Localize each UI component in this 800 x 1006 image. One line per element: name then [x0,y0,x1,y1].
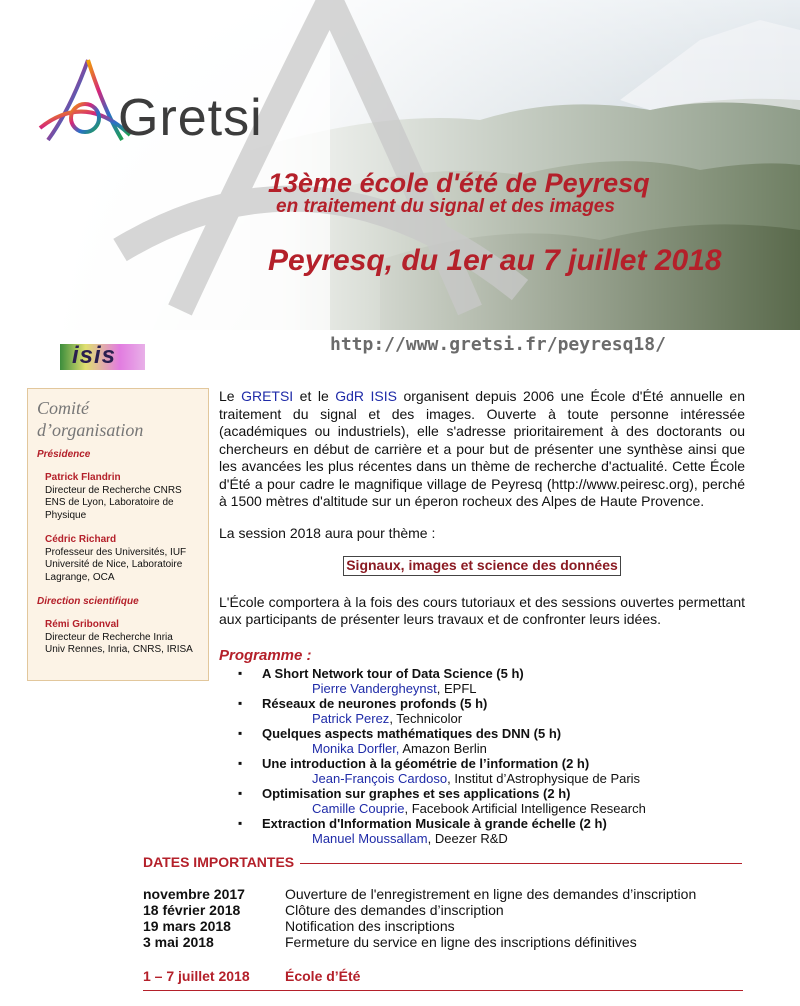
course-item: ▪ Extraction d'Information Musicale à grande échelle (2 h) Manuel Moussallam, Deezer R&D [238,816,758,846]
committee-member: Rémi Gribonval Directeur de Recherche Inria Univ Rennes, Inria, CNRS, IRISA [45,619,193,655]
header-banner [0,0,800,330]
course-item: ▪ Quelques aspects mathématiques des DNN (5 h) Monika Dorfler, Amazon Berlin [238,726,758,756]
presidence-label: Présidence [37,449,91,460]
theme-lead: La session 2018 aura pour thème : [219,524,436,541]
title-line-2: en traitement du signal et des images [276,196,615,217]
dates-divider [300,863,742,864]
programme-heading: Programme : [219,646,312,664]
speaker-link[interactable]: Monika Dorfler, [312,741,400,756]
course-list [238,666,758,846]
direction-label: Direction scientifique [37,596,139,607]
date-row: novembre 2017 Ouverture de l'enregistrement en ligne des demandes d’inscription [143,886,697,902]
dates-list [143,886,696,950]
logo-text: Gretsi [118,89,263,147]
committee-title: Comité d’organisation [37,398,144,440]
date-row: 3 mai 2018 Fermeture du service en ligne des inscriptions définitives [143,934,637,950]
footer-divider [143,990,743,991]
course-item: ▪ Optimisation sur graphes et ses applications (2 h) Camille Couprie, Facebook Artificial Intelligence Research [238,786,758,816]
school-dates: 1 – 7 juillet 2018 École d’Été [143,968,361,984]
course-item: ▪ Une introduction à la géométrie de l’information (2 h) Jean-François Cardoso, Institut d’Astrophysique de Paris [238,756,758,786]
ecole-paragraph: L'École comportera à la fois des cours tutoriaux et des sessions ouvertes permettant aux participants de présenter leurs travaux et de confronter leurs idées. [219,593,745,627]
title-line-3: Peyresq, du 1er au 7 juillet 2018 [268,244,722,277]
banner-background [0,0,800,330]
intro-paragraph: Le GRETSI et le GdR ISIS organisent depuis 2006 une École d'Été annuelle en traitement du signal et des images. Ouverte à toute personne intéressée (académiques ou industriels), elle s'adresse prioritairement à des doctorants ou chercheurs en début de carrière et a pour but de présenter une synthèse ainsi que les avancées les plus récentes dans un thème de recherche d'actualité. Cette École d'Été a pour cadre le magnifique village de Peyresq (http://www.peiresc.org), perché à 1500 mètres d'altitude sur un éperon rocheux des Alpes de Haute Provence. [219,388,745,509]
course-item: ▪ A Short Network tour of Data Science (5 h) Pierre Vandergheynst, EPFL [238,666,758,696]
theme-title: Signaux, images et science des données [343,556,621,576]
committee-member: Patrick Flandrin Directeur de Recherche CNRS ENS de Lyon, Laboratoire de Physique [45,472,182,521]
title-line-1: 13ème école d'été de Peyresq [268,168,650,198]
date-row: 18 février 2018 Clôture des demandes d’inscription [143,902,504,918]
isis-logo [60,344,145,370]
main-content [219,388,745,664]
dates-heading: DATES IMPORTANTES [143,854,295,870]
committee-member: Cédric Richard Professeur des Universités, IUF Université de Nice, Laboratoire Lagrange, OCA [45,534,187,583]
committee-box [27,388,209,681]
speaker-link[interactable]: Patrick Perez [312,711,390,726]
course-item: ▪ Réseaux de neurones profonds (5 h) Patrick Perez, Technicolor [238,696,758,726]
gretsi-link[interactable]: GRETSI [241,388,294,404]
speaker-link[interactable]: Camille Couprie [312,801,405,816]
date-row: 19 mars 2018 Notification des inscriptions [143,918,455,934]
event-url-link[interactable]: http://www.gretsi.fr/peyresq18/ [330,334,666,355]
speaker-link[interactable]: Jean-François Cardoso [312,771,448,786]
speaker-link[interactable]: Pierre Vandergheynst [312,681,437,696]
speaker-link[interactable]: Manuel Moussallam [312,831,428,846]
isis-logo-text: isis [72,344,117,369]
gdr-isis-link[interactable]: GdR ISIS [335,388,397,404]
